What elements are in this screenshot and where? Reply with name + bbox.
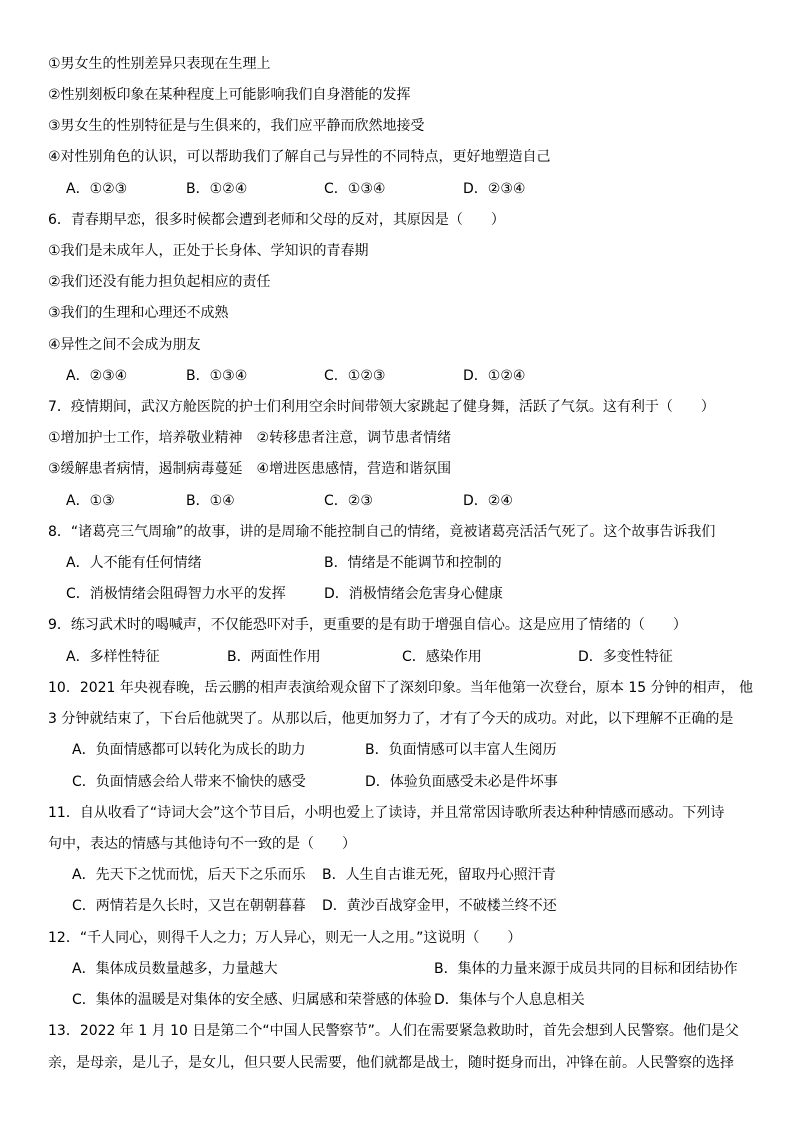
- q11-option-a: A．先天下之忧而忧，后天下之乐而乐: [72, 867, 306, 883]
- q7-option-a: A．①③: [66, 493, 115, 509]
- q11-option-d: D．黄沙百战穿金甲，不破楼兰终不还: [322, 898, 557, 914]
- q6-option-d: D．①②④: [463, 368, 526, 384]
- q10-option-c: C．负面情感会给人带来不愉快的感受: [72, 774, 306, 790]
- q5-option-a: A．①②③: [66, 181, 128, 197]
- q7-option-d: D．②④: [463, 493, 513, 509]
- q9-option-a: A．多样性特征: [66, 649, 160, 665]
- q6-stem: 6．青春期早恋，很多时候都会遭到老师和父母的反对，其原因是（ ）: [48, 212, 505, 228]
- q6-option-c: C．①②③: [324, 368, 386, 384]
- q6-item-2: ②我们还没有能力担负起相应的责任: [48, 274, 271, 290]
- q12-option-b: B．集体的力量来源于成员共同的目标和团结协作: [434, 961, 738, 977]
- q6-item-1: ①我们是未成年人，正处于长身体、学知识的青春期: [48, 243, 369, 259]
- q10-stem-line-1: 10．2021 年央视春晚，岳云鹏的相声表演给观众留下了深刻印象。当年他第一次登台，原本 15 分钟的相声， 他: [48, 680, 754, 696]
- q5-item-4: ④对性别角色的认识，可以帮助我们了解自己与异性的不同特点，更好地塑造自己: [48, 149, 551, 165]
- q6-item-4: ④异性之间不会成为朋友: [48, 337, 201, 353]
- q11-option-b: B．人生自古谁无死，留取丹心照汗青: [322, 867, 556, 883]
- q13-stem-line-2: 亲，是母亲，是儿子，是女儿，但只要人民需要，他们就都是战士，随时挺身而出，冲锋在前。人民警察的选择: [48, 1055, 734, 1071]
- q8-option-b: B．情绪是不能调节和控制的: [324, 555, 502, 571]
- q11-stem-line-2: 句中，表达的情感与其他诗句不一致的是（ ）: [48, 836, 356, 852]
- q6-option-b: B．①③④: [186, 368, 248, 384]
- q12-stem: 12．“千人同心，则得千人之力；万人异心，则无一人之用。”这说明（ ）: [48, 930, 522, 946]
- q10-option-b: B．负面情感可以丰富人生阅历: [365, 742, 557, 758]
- q5-item-1: ①男女生的性别差异只表现在生理上: [48, 56, 271, 72]
- q12-option-a: A．集体成员数量越多，力量越大: [72, 961, 278, 977]
- q10-option-a: A．负面情感都可以转化为成长的助力: [72, 742, 306, 758]
- q13-stem-line-1: 13．2022 年 1 月 10 日是第二个“中国人民警察节”。人们在需要紧急救助时，首先会想到人民警察。他们是父: [48, 1023, 739, 1039]
- q8-stem: 8．“诸葛亮三气周瑜”的故事，讲的是周瑜不能控制自己的情绪，竟被诸葛亮活活气死了。这个故事告诉我们: [48, 524, 716, 540]
- q8-option-a: A．人不能有任何情绪: [66, 555, 202, 571]
- q6-item-3: ③我们的生理和心理还不成熟: [48, 305, 229, 321]
- q7-option-c: C．②③: [324, 493, 373, 509]
- q10-stem-line-2: 3 分钟就结束了，下台后他就哭了。从那以后，他更加努力了，才有了今天的成功。对此，以下理解不正确的是: [48, 711, 734, 727]
- q5-option-d: D．②③④: [463, 181, 526, 197]
- q9-option-c: C．感染作用: [402, 649, 482, 665]
- q7-items-row-1: ①增加护士工作，培养敬业精神 ②转移患者注意，调节患者情绪: [48, 430, 452, 446]
- q12-option-c: C．集体的温暖是对集体的安全感、归属感和荣誉感的体验: [72, 992, 432, 1008]
- q9-option-d: D．多变性特征: [578, 649, 673, 665]
- q8-option-c: C．消极情绪会阻碍智力水平的发挥: [66, 586, 286, 602]
- q7-items-row-2: ③缓解患者病情，遏制病毒蔓延 ④增进医患感情，营造和谐氛围: [48, 461, 452, 477]
- q7-option-b: B．①④: [186, 493, 235, 509]
- q5-item-3: ③男女生的性别特征是与生俱来的，我们应平静而欣然地接受: [48, 118, 425, 134]
- q12-option-d: D．集体与个人息息相关: [434, 992, 585, 1008]
- q10-option-d: D．体验负面感受未必是件坏事: [365, 774, 558, 790]
- q5-option-c: C．①③④: [324, 181, 386, 197]
- q8-option-d: D．消极情绪会危害身心健康: [324, 586, 503, 602]
- q5-item-2: ②性别刻板印象在某种程度上可能影响我们自身潜能的发挥: [48, 87, 411, 103]
- q9-option-b: B．两面性作用: [227, 649, 321, 665]
- q11-option-c: C．两情若是久长时，又岂在朝朝暮暮: [72, 898, 306, 914]
- q5-option-b: B．①②④: [186, 181, 248, 197]
- q6-option-a: A．②③④: [66, 368, 128, 384]
- q11-stem-line-1: 11．自从收看了“诗词大会”这个节目后，小明也爱上了读诗，并且常常因诗歌所表达种种情感而感动。下列诗: [48, 805, 725, 821]
- q9-stem: 9．练习武术时的喝喊声，不仅能恐吓对手，更重要的是有助于增强自信心。这是应用了情绪的（ ）: [48, 617, 687, 633]
- q7-stem: 7．疫情期间，武汉方舱医院的护士们利用空余时间带领大家跳起了健身舞，活跃了气氛。这有利于（ ）: [48, 399, 715, 415]
